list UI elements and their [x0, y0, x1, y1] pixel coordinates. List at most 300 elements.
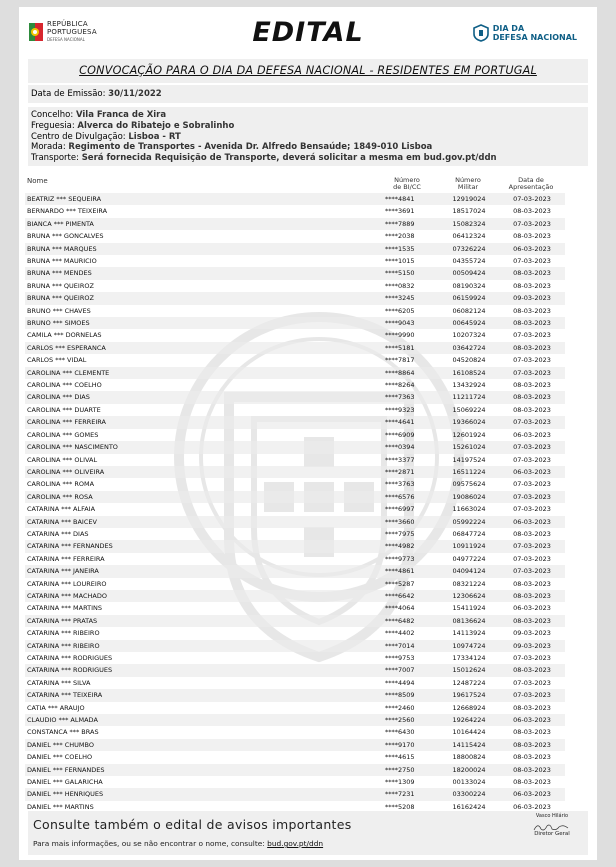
cell-nome: CAROLINA *** COELHO — [27, 381, 102, 390]
table-row — [25, 776, 565, 788]
table-row — [25, 317, 565, 329]
cell-nome: CARLOS *** VIDAL — [27, 356, 87, 365]
cell-data: 08-03-2023 — [497, 391, 565, 403]
cell-bi: ****4982 — [375, 540, 439, 552]
col-header-militar-1: Número — [455, 175, 481, 184]
table-row — [25, 243, 565, 255]
header — [19, 7, 597, 59]
table-row — [25, 516, 565, 528]
signatory-title: Diretor Geral — [534, 831, 570, 837]
cell-militar: 07326224 — [439, 243, 497, 255]
cell-bi: ****2460 — [385, 703, 415, 712]
info-concelho — [31, 110, 585, 121]
cell-nome: CATARINA *** RIBEIRO — [25, 640, 375, 652]
cell-bi: ****3245 — [375, 292, 439, 304]
table-row — [25, 590, 565, 602]
cell-data: 07-03-2023 — [513, 356, 551, 365]
edital-page — [19, 7, 597, 860]
cell-militar: 10164424 — [452, 728, 486, 737]
table-row — [25, 205, 565, 217]
cell-bi: ****1309 — [385, 778, 415, 787]
cell-nome: CATARINA *** ALFAIA — [27, 505, 96, 514]
cell-militar: 04355724 — [452, 257, 486, 266]
footer-link[interactable]: bud.gov.pt/ddn — [267, 839, 324, 848]
cell-data: 09-03-2023 — [497, 292, 565, 304]
cell-bi: ****4494 — [385, 678, 415, 687]
logo-left-line-3: DEFESA NACIONAL — [47, 37, 85, 42]
table-row — [25, 391, 565, 403]
emission-date-label: Data de Emissão: — [31, 89, 106, 99]
table-row — [25, 764, 565, 776]
cell-bi: ****3763 — [385, 480, 415, 489]
cell-data: 06-03-2023 — [497, 466, 565, 478]
cell-data: 09-03-2023 — [513, 629, 551, 638]
info-freguesia-value: Alverca do Ribatejo e Sobralinho — [77, 120, 235, 131]
cell-bi: ****5150 — [375, 267, 439, 279]
cell-data: 08-03-2023 — [497, 317, 565, 329]
info-centro-label: Centro de Divulgação: — [31, 131, 126, 142]
cell-bi: ****0394 — [375, 441, 439, 453]
cell-data: 08-03-2023 — [513, 207, 551, 216]
table-row — [25, 553, 565, 565]
cell-nome: DANIEL *** MARTINS — [27, 802, 94, 811]
footer-info — [33, 839, 323, 848]
cell-data: 07-03-2023 — [497, 540, 565, 552]
cell-nome: BRUNO *** CHAVES — [27, 306, 91, 315]
cell-bi: ****5287 — [385, 579, 415, 588]
cell-militar: 15069224 — [452, 405, 486, 414]
cell-militar: 10911924 — [439, 540, 497, 552]
table-row — [25, 714, 565, 726]
cell-data: 08-03-2023 — [513, 281, 551, 290]
table-row — [25, 503, 565, 515]
info-morada-label: Morada: — [31, 142, 66, 153]
cell-militar: 00645924 — [439, 317, 497, 329]
cell-nome: BEATRIZ *** SEQUEIRA — [25, 193, 375, 205]
cell-militar: 06847724 — [452, 529, 486, 538]
cell-militar: 16162424 — [452, 802, 486, 811]
cell-militar: 18517024 — [452, 207, 486, 216]
cell-data: 07-03-2023 — [513, 331, 551, 340]
table-row — [25, 441, 565, 453]
cell-data: 08-03-2023 — [513, 381, 551, 390]
table-row — [25, 652, 565, 664]
cell-nome: CAROLINA *** OLIVAL — [27, 455, 98, 464]
table-row — [25, 379, 565, 391]
cell-data: 06-03-2023 — [497, 516, 565, 528]
cell-bi: ****9043 — [375, 317, 439, 329]
cell-bi: ****7363 — [375, 391, 439, 403]
dia-defesa-nacional-logo — [473, 24, 577, 42]
cell-nome: CAMILA *** DORNELAS — [27, 331, 102, 340]
cell-nome: CATARINA *** RODRIGUES — [27, 654, 113, 663]
cell-militar: 10974724 — [439, 640, 497, 652]
info-concelho-value: Vila Franca de Xira — [75, 110, 167, 120]
cell-bi: ****7817 — [385, 356, 415, 365]
table-row — [25, 689, 565, 701]
page-title: EDITAL — [252, 17, 364, 48]
table-row — [25, 218, 565, 230]
cell-militar: 19617524 — [439, 689, 497, 701]
cell-bi: ****3660 — [375, 516, 439, 528]
cell-nome: CATARINA *** PRATAS — [25, 615, 375, 627]
cell-militar: 03300224 — [439, 788, 497, 800]
cell-militar: 14197524 — [452, 455, 486, 464]
cell-militar: 08321224 — [452, 579, 486, 588]
cell-data: 07-03-2023 — [497, 689, 565, 701]
table-row — [25, 726, 565, 738]
cell-nome: CATIA *** ARAUJO — [27, 703, 85, 712]
cell-nome: DANIEL *** GALARICHA — [27, 778, 103, 787]
cell-nome: DANIEL *** CHUMBO — [25, 739, 375, 751]
cell-militar: 18800824 — [452, 753, 486, 762]
cell-data: 08-03-2023 — [513, 306, 551, 315]
table-row — [25, 640, 565, 652]
info-transporte-value: Será fornecida Requisição de Transporte, deverá solicitar a mesma em bud.gov.pt/ddn — [81, 153, 497, 164]
table-row — [25, 342, 565, 354]
subtitle: CONVOCAÇÃO PARA O DIA DA DEFESA NACIONAL - RESIDENTES EM PORTUGAL — [28, 59, 588, 83]
cell-nome: CARLOS *** ESPERANCA — [25, 342, 375, 354]
table-row — [25, 565, 565, 577]
cell-nome: CAROLINA *** CLEMENTE — [25, 367, 375, 379]
cell-militar: 11211724 — [439, 391, 497, 403]
cell-data: 07-03-2023 — [513, 654, 551, 663]
cell-nome: CONSTANCA *** BRAS — [27, 728, 99, 737]
signatory-name: Vasco Hilário — [535, 813, 569, 819]
cell-militar: 19086024 — [439, 491, 497, 503]
cell-nome: BRUNO *** SIMOES — [25, 317, 375, 329]
cell-nome: CATARINA *** BAICEV — [25, 516, 375, 528]
cell-militar: 10207324 — [452, 331, 486, 340]
cell-bi: ****2038 — [385, 232, 415, 241]
cell-data: 06-03-2023 — [513, 604, 551, 613]
table-row — [25, 615, 565, 627]
cell-militar: 12668924 — [452, 703, 486, 712]
cell-data: 07-03-2023 — [513, 455, 551, 464]
cell-bi: ****5208 — [385, 802, 415, 811]
cell-bi: ****2750 — [375, 764, 439, 776]
cell-nome: CAROLINA *** OLIVEIRA — [25, 466, 375, 478]
cell-bi: ****4615 — [385, 753, 415, 762]
cell-nome: BRUNA *** MAURICIO — [27, 257, 97, 266]
cell-data: 08-03-2023 — [513, 579, 551, 588]
cell-militar: 04977224 — [452, 554, 486, 563]
cell-nome: BRUNA *** QUEIROZ — [25, 292, 375, 304]
cell-militar: 15082324 — [439, 218, 497, 230]
cell-bi: ****6997 — [385, 505, 415, 514]
table-row — [25, 788, 565, 800]
cell-militar: 12919024 — [439, 193, 497, 205]
cell-militar: 00509424 — [439, 267, 497, 279]
table-row — [25, 466, 565, 478]
table-row — [25, 416, 565, 428]
cell-nome: CAROLINA *** NASCIMENTO — [25, 441, 375, 453]
cell-bi: ****4064 — [385, 604, 415, 613]
cell-militar: 05992224 — [439, 516, 497, 528]
info-centro — [31, 132, 585, 143]
cell-nome: CATARINA *** DIAS — [27, 529, 89, 538]
cell-militar: 03642724 — [439, 342, 497, 354]
footer-info-text: Para mais informações, ou se não encontrar o nome, consulte: — [33, 839, 265, 848]
cell-bi: ****9753 — [385, 654, 415, 663]
cell-nome: CATARINA *** FERNANDES — [25, 540, 375, 552]
cell-nome: CAROLINA *** DUARTE — [27, 405, 101, 414]
col-header-data-2: Apresentação — [508, 183, 554, 192]
cell-nome: CATARINA *** FERREIRA — [27, 554, 105, 563]
table-row — [25, 664, 565, 676]
cell-nome: BERNARDO *** TEIXEIRA — [27, 207, 108, 216]
cell-militar: 09575624 — [452, 480, 486, 489]
cell-data: 08-03-2023 — [497, 739, 565, 751]
cell-bi: ****9170 — [375, 739, 439, 751]
cell-data: 08-03-2023 — [513, 232, 551, 241]
table-row — [25, 528, 565, 540]
cell-bi: ****6482 — [375, 615, 439, 627]
cell-nome: CATARINA *** MACHADO — [25, 590, 375, 602]
cell-bi: ****0832 — [385, 281, 415, 290]
table-row — [25, 751, 565, 763]
cell-bi: ****4402 — [385, 629, 415, 638]
cell-bi: ****4861 — [375, 565, 439, 577]
cell-bi: ****7014 — [375, 640, 439, 652]
cell-militar: 15012624 — [439, 664, 497, 676]
cell-militar: 12601924 — [452, 430, 486, 439]
cell-bi: ****2871 — [375, 466, 439, 478]
cell-bi: ****2560 — [375, 714, 439, 726]
cell-nome: CATARINA *** TEIXEIRA — [25, 689, 375, 701]
info-concelho-label: Concelho: — [31, 110, 74, 120]
cell-data: 06-03-2023 — [497, 714, 565, 726]
cell-militar: 17334124 — [452, 654, 486, 663]
cell-bi: ****7889 — [375, 218, 439, 230]
cell-data: 06-03-2023 — [497, 788, 565, 800]
cell-nome: CAROLINA *** DIAS — [25, 391, 375, 403]
cell-militar: 16108524 — [439, 367, 497, 379]
cell-data: 08-03-2023 — [513, 778, 551, 787]
col-header-data-1: Data de — [518, 175, 544, 184]
footer — [28, 811, 588, 855]
table-row — [25, 540, 565, 552]
signature-block — [522, 813, 582, 837]
info-transporte — [31, 153, 585, 164]
table-header-row — [25, 171, 565, 193]
cell-militar: 19366024 — [439, 416, 497, 428]
cell-militar: 04520824 — [452, 356, 486, 365]
ddn-emblem-icon — [473, 24, 489, 42]
info-freguesia — [31, 121, 585, 132]
table-row — [25, 267, 565, 279]
cell-nome: DANIEL *** COELHO — [27, 753, 93, 762]
cell-bi: ****6430 — [385, 728, 415, 737]
table-row — [25, 454, 565, 466]
cell-nome: CAROLINA *** ROSA — [25, 491, 375, 503]
info-block — [28, 107, 588, 166]
table-row — [25, 702, 565, 714]
cell-bi: ****6642 — [375, 590, 439, 602]
logo-right-line-1: DIA DA — [492, 24, 525, 33]
cell-bi: ****8264 — [385, 381, 415, 390]
cell-nome: CATARINA *** LOUREIRO — [27, 579, 107, 588]
cell-data: 07-03-2023 — [497, 218, 565, 230]
table-row — [25, 404, 565, 416]
cell-bi: ****9990 — [385, 331, 415, 340]
cell-nome: CAROLINA *** FERREIRA — [25, 416, 375, 428]
table-row — [25, 602, 565, 614]
cell-data: 06-03-2023 — [513, 430, 551, 439]
cell-bi: ****7007 — [375, 664, 439, 676]
cell-militar: 11663024 — [452, 505, 486, 514]
col-header-bi — [375, 171, 439, 193]
cell-bi: ****3691 — [385, 207, 415, 216]
emission-date-value: 30/11/2022 — [108, 89, 162, 99]
cell-nome: BIANCA *** PIMENTA — [25, 218, 375, 230]
cell-nome: CAROLINA *** ROMA — [27, 480, 95, 489]
cell-data: 08-03-2023 — [497, 764, 565, 776]
info-morada — [31, 142, 585, 153]
cell-data: 06-03-2023 — [497, 243, 565, 255]
cell-nome: CATARINA *** JANEIRA — [25, 565, 375, 577]
table-row — [25, 578, 565, 590]
table-row — [25, 429, 565, 441]
cell-nome: BRUNA *** MENDES — [25, 267, 375, 279]
cell-bi: ****6576 — [375, 491, 439, 503]
cell-nome: CAROLINA *** GOMES — [27, 430, 99, 439]
cell-militar: 18200024 — [439, 764, 497, 776]
cell-nome: BRUNA *** MARQUES — [25, 243, 375, 255]
table-row — [25, 739, 565, 751]
cell-data: 07-03-2023 — [497, 441, 565, 453]
cell-bi: ****4641 — [375, 416, 439, 428]
table-row — [25, 329, 565, 341]
logo-right-line-2: DEFESA NACIONAL — [492, 33, 577, 42]
col-header-nome: Nome — [27, 176, 48, 185]
cell-data: 07-03-2023 — [513, 554, 551, 563]
cell-militar: 13432924 — [452, 381, 486, 390]
col-header-militar — [439, 171, 497, 193]
cell-data: 07-03-2023 — [497, 491, 565, 503]
info-freguesia-label: Freguesia: — [31, 120, 75, 131]
cell-militar: 08190324 — [452, 281, 486, 290]
cell-data: 08-03-2023 — [497, 664, 565, 676]
cell-data: 07-03-2023 — [497, 416, 565, 428]
cell-militar: 06082124 — [452, 306, 486, 315]
table-row — [25, 280, 565, 292]
col-header-militar-2: Militar — [457, 183, 479, 192]
cell-data: 06-03-2023 — [513, 802, 551, 811]
cell-militar: 04094124 — [439, 565, 497, 577]
cell-militar: 06159924 — [439, 292, 497, 304]
cell-nome: CATARINA *** SILVA — [27, 678, 91, 687]
cell-data: 08-03-2023 — [513, 703, 551, 712]
cell-militar: 15411924 — [452, 604, 486, 613]
cell-data: 07-03-2023 — [513, 480, 551, 489]
cell-bi: ****9773 — [385, 554, 415, 563]
cell-data: 08-03-2023 — [513, 405, 551, 414]
cell-nome: CLAUDIO *** ALMADA — [25, 714, 375, 726]
cell-nome: CATARINA *** RIBEIRO — [27, 629, 100, 638]
table-row — [25, 193, 565, 205]
cell-data: 08-03-2023 — [497, 590, 565, 602]
cell-data: 08-03-2023 — [497, 615, 565, 627]
emission-date — [28, 85, 588, 103]
cell-militar: 14115424 — [439, 739, 497, 751]
handwritten-signature — [532, 821, 572, 833]
cell-militar: 16511224 — [439, 466, 497, 478]
cell-bi: ****5181 — [375, 342, 439, 354]
table-row — [25, 491, 565, 503]
cell-bi: ****8509 — [375, 689, 439, 701]
logo-left-line-1: REPÚBLICA — [47, 20, 88, 28]
table-row — [25, 367, 565, 379]
cell-militar: 14113924 — [452, 629, 486, 638]
table-row — [25, 627, 565, 639]
cell-data: 07-03-2023 — [497, 565, 565, 577]
cell-bi: ****9323 — [385, 405, 415, 414]
cell-data: 08-03-2023 — [497, 267, 565, 279]
cell-nome: CATARINA *** RODRIGUES — [25, 664, 375, 676]
cell-bi: ****4841 — [375, 193, 439, 205]
cell-militar: 06412324 — [452, 232, 486, 241]
cell-bi: ****3377 — [385, 455, 415, 464]
cell-bi: ****6205 — [385, 306, 415, 315]
table-row — [25, 677, 565, 689]
footer-headline: Consulte também o edital de avisos importantes — [33, 817, 352, 832]
cell-nome: BRUNA *** GONCALVES — [27, 232, 104, 241]
cell-data: 07-03-2023 — [513, 678, 551, 687]
cell-bi: ****1015 — [385, 257, 415, 266]
cell-militar: 12487224 — [452, 678, 486, 687]
col-header-bi-2: de BI/CC — [393, 183, 421, 192]
col-header-data — [497, 171, 565, 193]
cell-bi: ****6909 — [385, 430, 415, 439]
cell-militar: 15261024 — [439, 441, 497, 453]
table-row — [25, 292, 565, 304]
cell-data: 09-03-2023 — [497, 640, 565, 652]
logo-left-line-2: PORTUGUESA — [47, 28, 97, 36]
col-header-bi-1: Número — [394, 175, 420, 184]
cell-bi: ****7975 — [385, 529, 415, 538]
table-row — [25, 230, 565, 242]
cell-nome: DANIEL *** HENRIQUES — [25, 788, 375, 800]
cell-militar: 00133024 — [452, 778, 486, 787]
cell-nome: BRUNA *** QUEIROZ — [27, 281, 94, 290]
cell-data: 07-03-2023 — [513, 257, 551, 266]
table-row — [25, 305, 565, 317]
cell-nome: DANIEL *** FERNANDES — [25, 764, 375, 776]
cell-militar: 08136624 — [439, 615, 497, 627]
cell-data: 07-03-2023 — [497, 193, 565, 205]
cell-bi: ****7231 — [375, 788, 439, 800]
cell-data: 08-03-2023 — [513, 529, 551, 538]
info-transporte-label: Transporte: — [31, 153, 79, 164]
info-centro-value: Lisboa - RT — [128, 131, 181, 142]
table-row — [25, 478, 565, 490]
cell-militar: 12306624 — [439, 590, 497, 602]
cell-data: 07-03-2023 — [513, 505, 551, 514]
table-row — [25, 354, 565, 366]
info-morada-value: Regimento de Transportes - Avenida Dr. Alfredo Bensaúde; 1849-010 Lisboa — [68, 142, 433, 153]
cell-nome: CATARINA *** MARTINS — [27, 604, 102, 613]
cell-bi: ****8864 — [375, 367, 439, 379]
cell-militar: 19264224 — [439, 714, 497, 726]
cell-bi: ****1535 — [375, 243, 439, 255]
cell-data: 08-03-2023 — [513, 753, 551, 762]
cell-data: 08-03-2023 — [513, 728, 551, 737]
cell-data: 07-03-2023 — [497, 367, 565, 379]
convocados-table — [25, 171, 565, 813]
table-row — [25, 255, 565, 267]
cell-data: 08-03-2023 — [497, 342, 565, 354]
